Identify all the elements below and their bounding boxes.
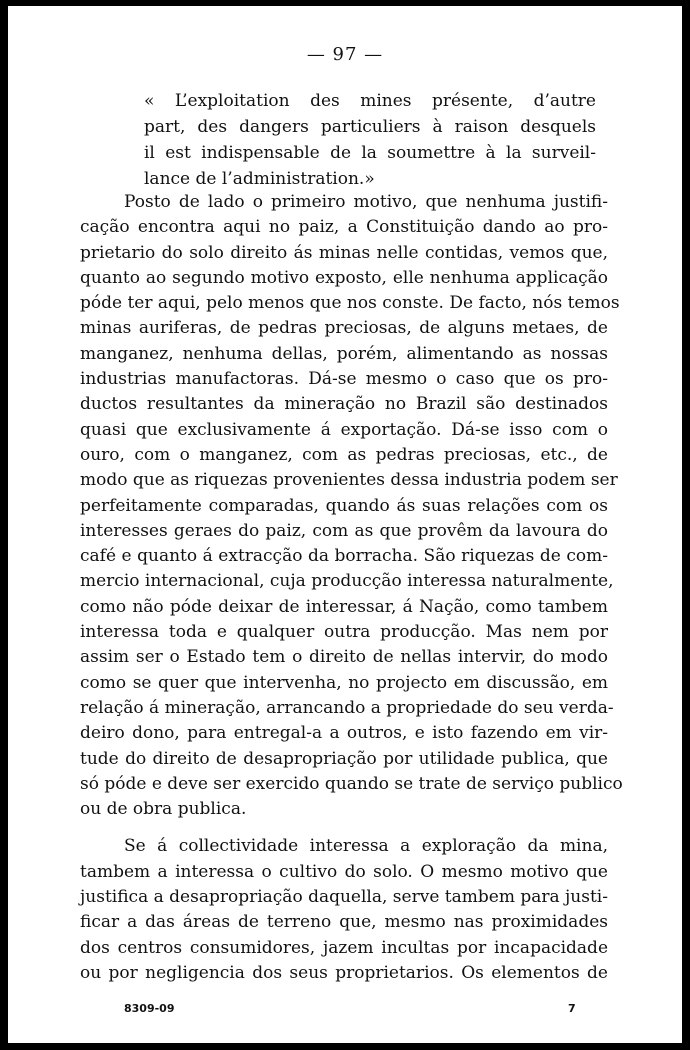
quote-line: part, des dangers particuliers à raison desquels [144, 117, 596, 137]
document-page [8, 6, 682, 1043]
paragraph-2-line: ou por negligencia dos seus proprietarios. Os elementos de [80, 962, 608, 983]
paragraph-2-line: justifica a desapropriação daquella, serve tambem para justi- [80, 887, 608, 908]
paragraph-2-line: dos centros consumidores, jazem incultas por incapacidade [80, 937, 608, 958]
paragraph-break [80, 822, 608, 834]
paragraph-1-line: ouro, com o manganez, com as pedras preciosas, etc., de [80, 444, 608, 465]
sheet-number: 7 [568, 1002, 576, 1015]
paragraph-1-line: ductos resultantes da mineração no Brazil são destinados [80, 394, 608, 415]
paragraph-1-line: como se quer que intervenha, no projecto em discussão, em [80, 672, 608, 693]
paragraph-1-line: interessa toda e qualquer outra producção. Mas nem por [80, 622, 608, 643]
paragraph-2-line: Se á collectividade interessa a exploração da mina, [124, 836, 608, 857]
quote-line: lance de l’administration.» [144, 169, 375, 189]
paragraph-1-line: quanto ao segundo motivo exposto, elle nenhuma applicação [80, 267, 608, 288]
paragraph-1-line: tude do direito de desapropriação por utilidade publica, que [80, 748, 608, 769]
french-quote [144, 88, 596, 192]
paragraph-1-line: relação á mineração, arrancando a propriedade do seu verda- [80, 697, 614, 718]
paragraph-1-line: mercio internacional, cuja producção interessa naturalmente, [80, 571, 614, 592]
paragraph-1-line: quasi que exclusivamente á exportação. Dá-se isso com o [80, 419, 608, 440]
quote-line: « L’exploitation des mines présente, d’autre [144, 91, 596, 111]
page-number: — 97 — [306, 44, 384, 65]
quote-line: il est indispensable de la soumettre à la surveil- [144, 143, 596, 163]
paragraph-1-line: deiro dono, para entregal-a a outros, e isto fazendo em vir- [80, 723, 608, 744]
paragraph-1-line: perfeitamente comparadas, quando ás suas relações com os [80, 495, 608, 516]
paragraph-1-line: manganez, nenhuma dellas, porém, alimentando as nossas [80, 343, 608, 364]
paragraph-1-line: ou de obra publica. [80, 799, 247, 820]
paragraph-1-line: como não póde deixar de interessar, á Nação, como tambem [80, 596, 608, 617]
paragraph-1-line: prietario do solo direito ás minas nelle contidas, vemos que, [80, 242, 608, 263]
printer-signature: 8309-09 [124, 1002, 175, 1015]
paragraph-2-line: ficar a das áreas de terreno que, mesmo nas proximidades [80, 912, 608, 933]
paragraph-1-line: interesses geraes do paiz, com as que provêm da lavoura do [80, 520, 608, 541]
paragraph-1-line: assim ser o Estado tem o direito de nellas intervir, do modo [80, 647, 608, 668]
body-text [80, 190, 623, 986]
paragraph-1-line: industrias manufactoras. Dá-se mesmo o caso que os pro- [80, 369, 608, 390]
paragraph-2-line: tambem a interessa o cultivo do solo. O mesmo motivo que [80, 861, 608, 882]
paragraph-1-line: modo que as riquezas provenientes dessa industria podem ser [80, 470, 618, 491]
paragraph-1-line: cação encontra aqui no paiz, a Constituição dando ao pro- [80, 217, 608, 238]
paragraph-1-line: café e quanto á extracção da borracha. São riquezas de com- [80, 546, 608, 567]
paragraph-1-line: minas auriferas, de pedras preciosas, de alguns metaes, de [80, 318, 608, 339]
paragraph-1-line: Posto de lado o primeiro motivo, que nenhuma justifi- [124, 192, 608, 212]
paragraph-1-line: só póde e deve ser exercido quando se trate de serviço publico [80, 773, 623, 794]
paragraph-1-line: póde ter aqui, pelo menos que nos conste. De facto, nós temos [80, 293, 620, 314]
